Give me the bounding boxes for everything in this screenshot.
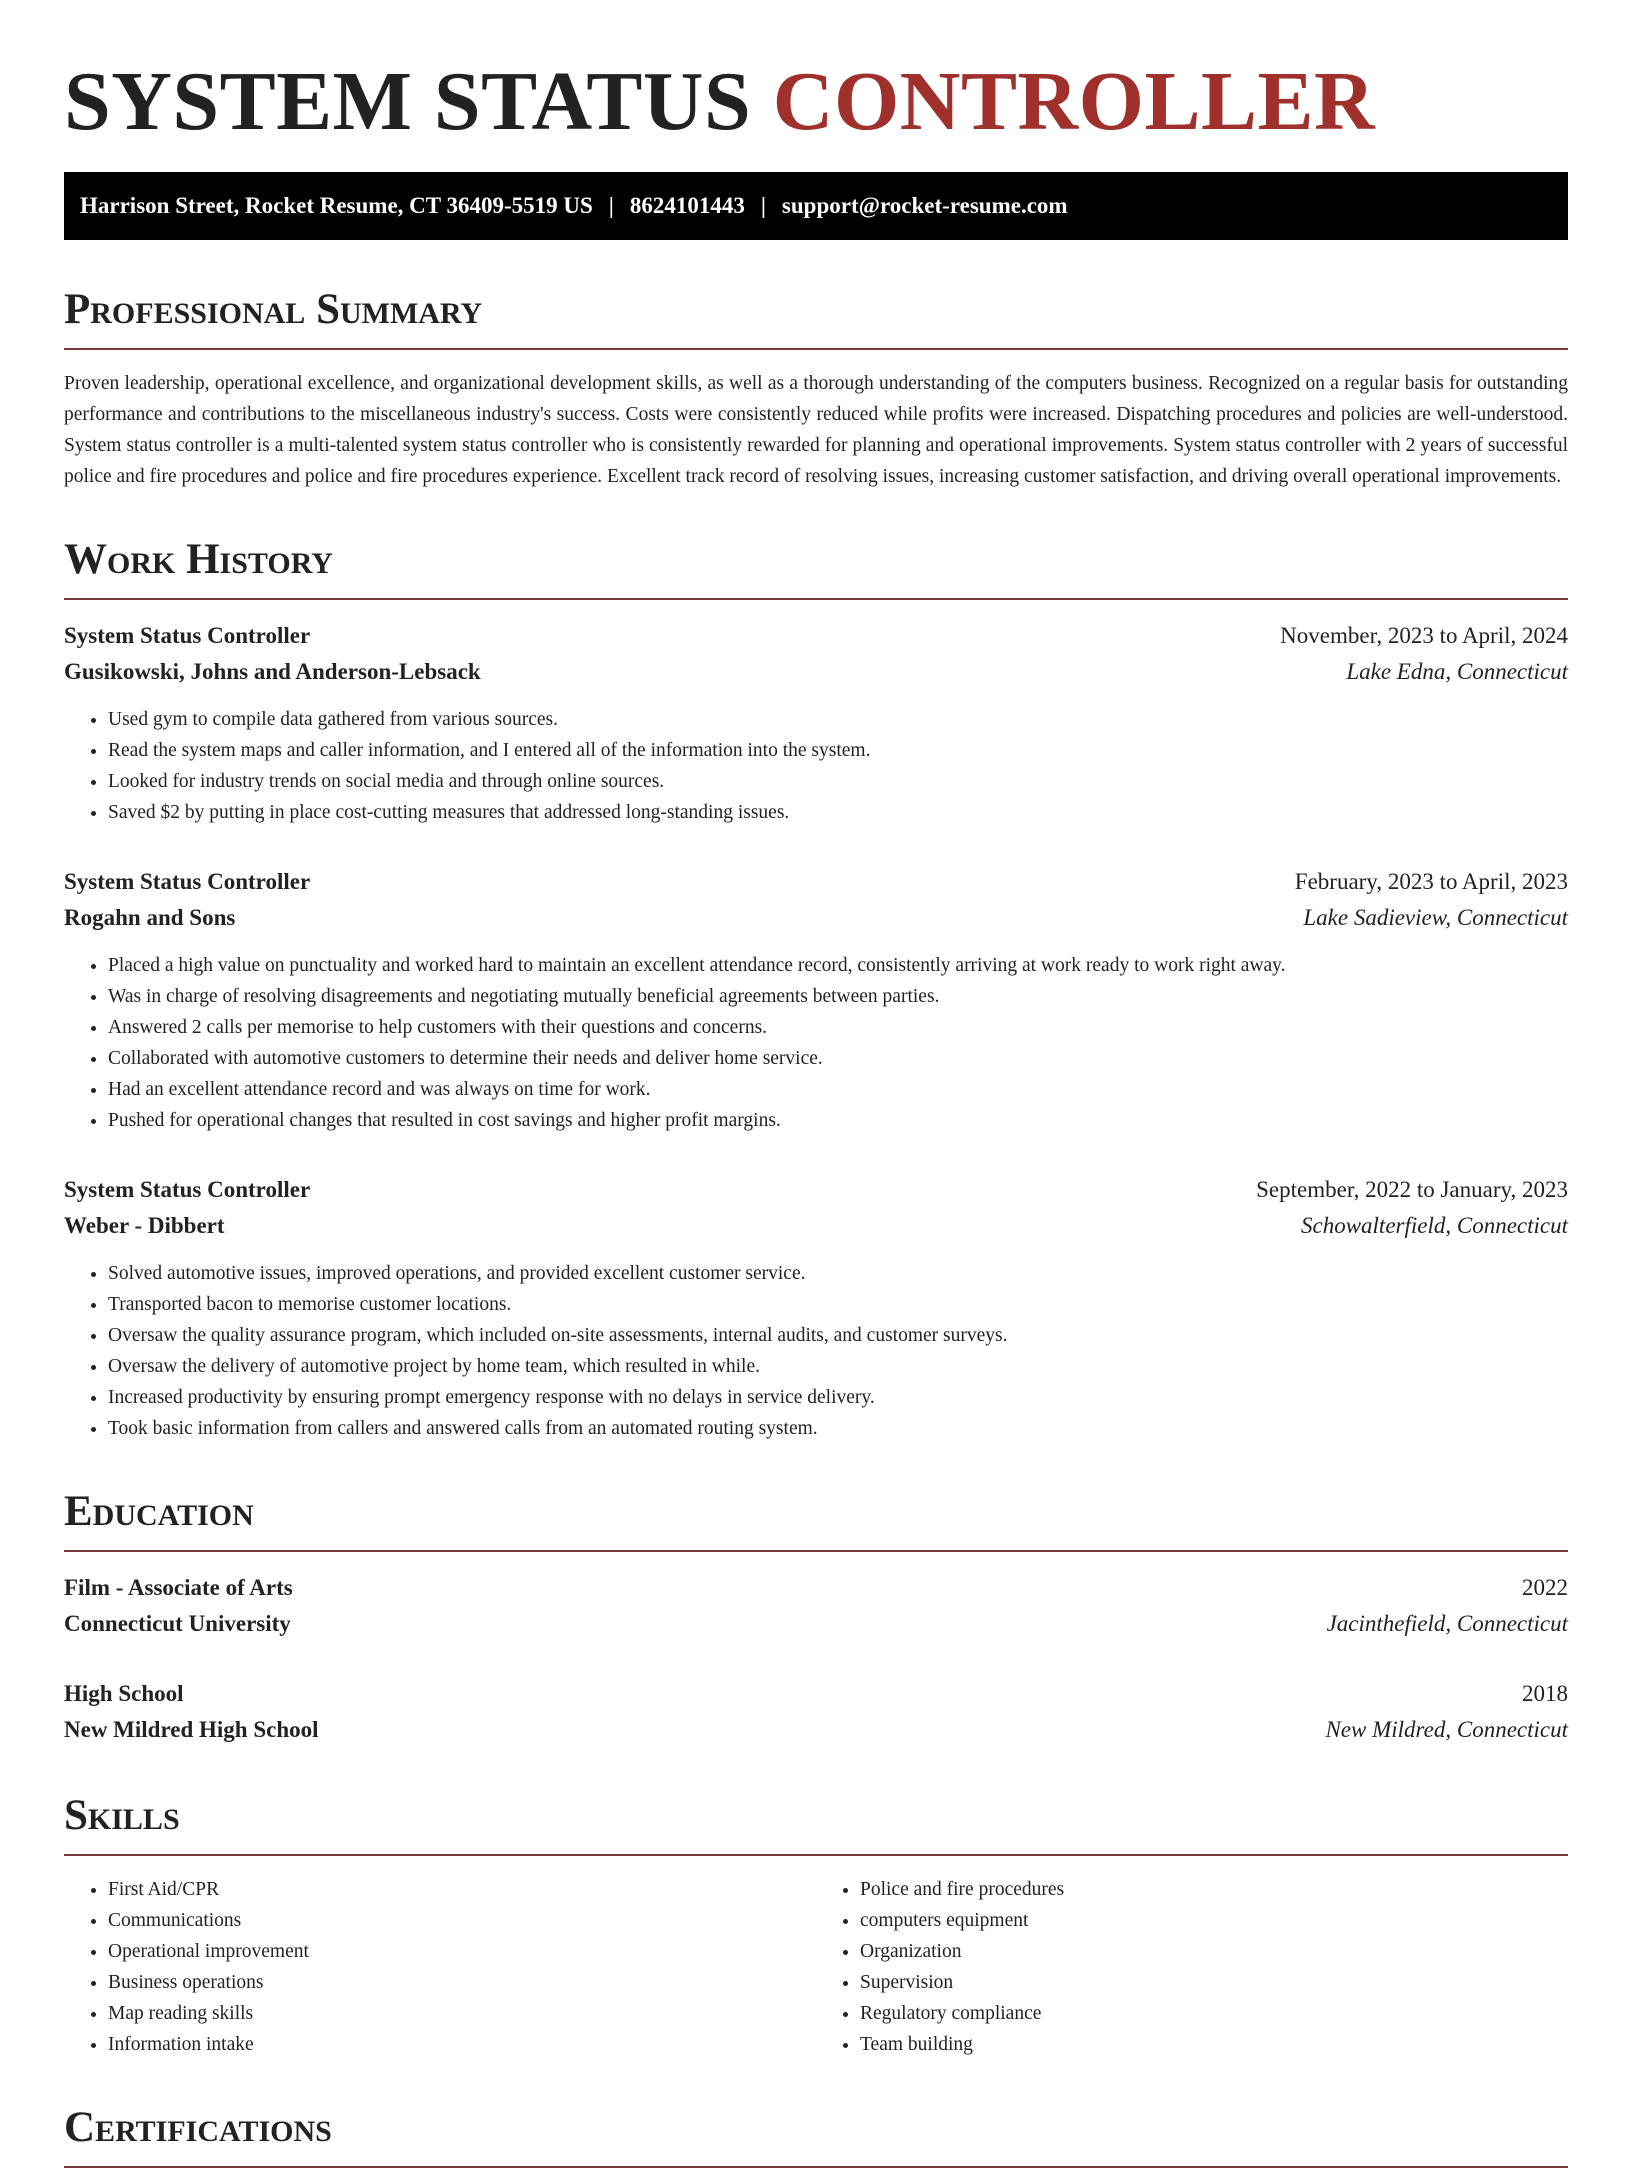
skills-list-left [64, 1874, 816, 2060]
education-school: New Mildred High School [64, 1717, 319, 1742]
job-location: Lake Sadieview, Connecticut [1303, 905, 1568, 930]
skill-item: • Communications [108, 1905, 816, 1936]
summary-title: Professional Summary [64, 282, 1568, 350]
job-bullet: • Transported bacon to memorise customer locations. [108, 1289, 1568, 1320]
education-degree: High School [64, 1681, 184, 1706]
education-header-row [64, 1570, 1568, 1606]
job-bullet: • Pushed for operational changes that resulted in cost savings and higher profit margins. [108, 1105, 1568, 1136]
education-school: Connecticut University [64, 1611, 291, 1636]
job-entry [64, 864, 1568, 1136]
education-title: Education [64, 1484, 1568, 1552]
certifications-title: Certifications [64, 2100, 1568, 2168]
job-company-row [64, 900, 1568, 936]
name-last: CONTROLLER [772, 55, 1376, 148]
job-header-row [64, 1172, 1568, 1208]
summary-section [64, 282, 1568, 492]
education-entry [64, 1570, 1568, 1642]
skill-item: • Business operations [108, 1967, 816, 1998]
job-bullet: • Looked for industry trends on social media and through online sources. [108, 766, 1568, 797]
skills-title: Skills [64, 1788, 1568, 1856]
education-section [64, 1484, 1568, 1748]
job-bullet: • Answered 2 calls per memorise to help customers with their questions and concerns. [108, 1012, 1568, 1043]
job-header-row [64, 864, 1568, 900]
education-year: 2022 [1522, 1575, 1568, 1600]
job-bullet: • Saved $2 by putting in place cost-cutting measures that addressed long-standing issues. [108, 797, 1568, 828]
job-bullet: • Used gym to compile data gathered from various sources. [108, 704, 1568, 735]
job-dates: September, 2022 to January, 2023 [1256, 1177, 1568, 1202]
name-first: SYSTEM STATUS [64, 55, 752, 148]
contact-phone: 8624101443 [629, 193, 745, 218]
education-location: Jacinthefield, Connecticut [1326, 1611, 1568, 1636]
job-role: System Status Controller [64, 1177, 311, 1202]
skills-columns [64, 1874, 1568, 2060]
skill-item: • Supervision [860, 1967, 1568, 1998]
job-bullet: • Had an excellent attendance record and was always on time for work. [108, 1074, 1568, 1105]
education-school-row [64, 1606, 1568, 1642]
job-bullet: • Solved automotive issues, improved operations, and provided excellent customer service. [108, 1258, 1568, 1289]
skill-item: • Operational improvement [108, 1936, 816, 1967]
education-location: New Mildred, Connecticut [1325, 1717, 1568, 1742]
job-company-row [64, 1208, 1568, 1244]
skill-item: • Information intake [108, 2029, 816, 2060]
skill-item: • Organization [860, 1936, 1568, 1967]
contact-bar [64, 172, 1568, 240]
job-company: Weber - Dibbert [64, 1213, 225, 1238]
skill-item: • computers equipment [860, 1905, 1568, 1936]
job-bullet: • Oversaw the delivery of automotive project by home team, which resulted in while. [108, 1351, 1568, 1382]
candidate-name [64, 52, 1568, 152]
skills-section [64, 1788, 1568, 2060]
education-header-row [64, 1676, 1568, 1712]
job-header-row [64, 618, 1568, 654]
job-dates: November, 2023 to April, 2024 [1280, 623, 1568, 648]
job-company-row [64, 654, 1568, 690]
job-dates: February, 2023 to April, 2023 [1294, 869, 1568, 894]
job-role: System Status Controller [64, 869, 311, 894]
job-company: Rogahn and Sons [64, 905, 236, 930]
job-company: Gusikowski, Johns and Anderson-Lebsack [64, 659, 481, 684]
education-degree: Film - Associate of Arts [64, 1575, 293, 1600]
education-school-row [64, 1712, 1568, 1748]
job-bullet: • Was in charge of resolving disagreements and negotiating mutually beneficial agreements between parties. [108, 981, 1568, 1012]
work-history-title: Work History [64, 532, 1568, 600]
skill-item: • Map reading skills [108, 1998, 816, 2029]
education-entry [64, 1676, 1568, 1748]
contact-email: support@rocket-resume.com [781, 193, 1068, 218]
job-bullets [64, 704, 1568, 828]
skill-item: • Police and fire procedures [860, 1874, 1568, 1905]
skill-item: • Team building [860, 2029, 1568, 2060]
contact-separator: | [608, 193, 614, 218]
certifications-section [64, 2100, 1568, 2168]
job-location: Lake Edna, Connecticut [1346, 659, 1568, 684]
job-bullets [64, 1258, 1568, 1444]
skill-item: • First Aid/CPR [108, 1874, 816, 1905]
job-bullet: • Took basic information from callers and answered calls from an automated routing system. [108, 1413, 1568, 1444]
job-entry [64, 618, 1568, 828]
job-role: System Status Controller [64, 623, 311, 648]
summary-text: Proven leadership, operational excellence, and organizational development skills, as well as a thorough understanding of the computers business. Recognized on a regular basis for outstanding performance and contributions to the miscellaneous industry's success. Costs were consistently reduced while profits were increased. Dispatching procedures and policies are well-understood. System status controller is a multi-talented system status controller who is consistently rewarded for planning and operational improvements. System status controller with 2 years of successful police and fire procedures and police and fire procedures experience. Excellent track record of resolving issues, increasing customer satisfaction, and driving overall operational improvements. [64, 373, 1568, 487]
job-bullet: • Increased productivity by ensuring prompt emergency response with no delays in service delivery. [108, 1382, 1568, 1413]
skills-list-right [816, 1874, 1568, 2060]
job-bullet: • Oversaw the quality assurance program, which included on-site assessments, internal audits, and customer surveys. [108, 1320, 1568, 1351]
contact-address: Harrison Street, Rocket Resume, CT 36409-5519 US [80, 193, 593, 218]
job-location: Schowalterfield, Connecticut [1300, 1213, 1568, 1238]
job-bullets [64, 950, 1568, 1136]
work-history-section [64, 532, 1568, 1444]
job-entry [64, 1172, 1568, 1444]
education-year: 2018 [1522, 1681, 1568, 1706]
job-bullet: • Placed a high value on punctuality and worked hard to maintain an excellent attendance record, consistently arriving at work ready to work right away. [108, 950, 1568, 981]
job-bullet: • Collaborated with automotive customers to determine their needs and deliver home service. [108, 1043, 1568, 1074]
contact-separator: | [760, 193, 766, 218]
job-bullet: • Read the system maps and caller information, and I entered all of the information into the system. [108, 735, 1568, 766]
skill-item: • Regulatory compliance [860, 1998, 1568, 2029]
